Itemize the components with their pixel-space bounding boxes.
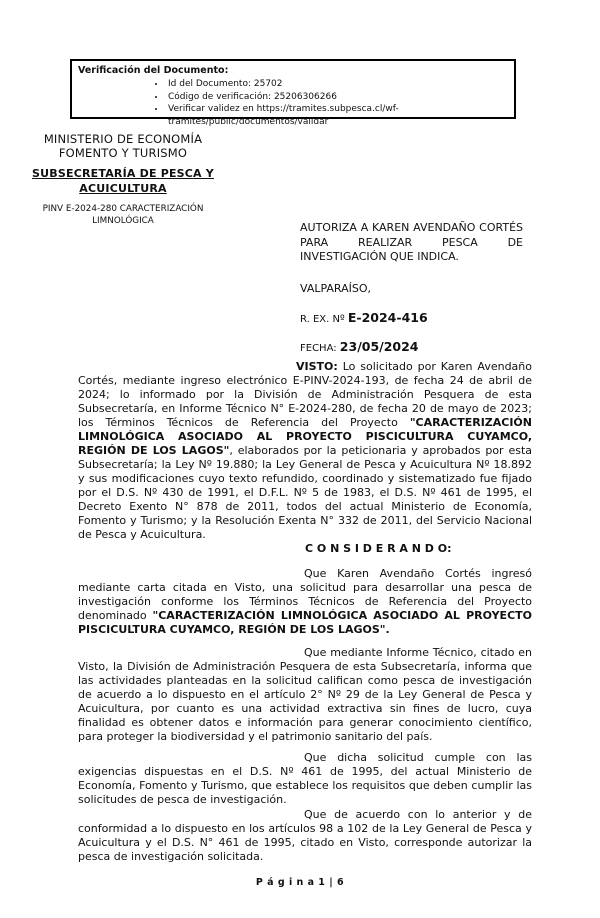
resolution-number-value: E-2024-416 [347,309,428,325]
subsecretaria-name: SUBSECRETARÍA DE PESCA Y ACUICULTURA [32,167,214,195]
considerando-paragraph-3: Que dicha solicitud cumple con las exigencias dispuestas en el D.S. Nº 461 de 1995, del actual Ministerio de Economía, Fomento y Turismo, que establece los requisitos que deben cumplir las solicitudes de pesca de investigación. [78,751,532,806]
resolution-number-line [300,310,523,325]
letterhead [28,133,218,227]
project-reference: PINV E-2024-280 CARACTERIZACIÓN LIMNOLÓGICA [42,204,204,226]
considerando-paragraph-4: Que de acuerdo con lo anterior y de conformidad a lo dispuesto en los artículos 98 a 102 de la Ley General de Pesca y Acuicultura y el D.S. N° 461 de 1995, citado en Visto, corresponde autorizar la pesca de investigación solicitada. [78,808,532,863]
verification-item-document-id: • Id del Documento: 25702 [166,78,508,91]
verification-item-code: • Código de verificación: 25206306266 [166,91,508,104]
verification-list [78,78,508,128]
date-line [300,339,523,354]
verification-title: Verificación del Documento: [78,65,229,76]
date-label: FECHA: [300,342,337,354]
date-value: 23/05/2024 [339,338,419,354]
resolution-subject: AUTORIZA A KAREN AVENDAÑO CORTÉS PARA REALIZAR PESCA DE INVESTIGACIÓN QUE INDICA. [300,221,523,263]
page-number: P á g i n a 1 | 6 [255,877,345,888]
ministry-line-1: MINISTERIO DE ECONOMÍA [43,132,203,146]
ministry-name [28,133,218,160]
verification-box [70,59,516,127]
resolution-number-label: R. EX. Nº [300,313,345,325]
visto-paragraph: VISTO: Lo solicitado por Karen Avendaño Cortés, mediante ingreso electrónico E-PINV-2024-193, de fecha 24 de abril de 2024; lo informado por la División de Administración Pesquera de esta Subsecretaría, en Informe Técnico N° E-2024-280, de fecha 20 de mayo de 2023; los Términos Técnicos de Referencia del Proyecto "CARACTERIZACIÓN LIMNOLÓGICA ASOCIADO AL PROYECTO PISCICULTURA CUYAMCO, REGIÓN DE LOS LAGOS", elaborados por la peticionaria y aprobados por esta Subsecretaría; la Ley Nº 19.880; la Ley General de Pesca y Acuicultura Nº 18.892 y sus modificaciones cuyo texto refundido, coordinado y sistematizado fue fijado por el D.S. Nº 430 de 1991, el D.F.L. Nº 5 de 1983, el D.S. Nº 461 de 1995, el Decreto Exento N° 878 de 2011, todos del actual Ministerio de Economía, Fomento y Turismo; y la Resolución Exenta N° 332 de 2011, del Servicio Nacional de Pesca y Acuicultura. [78,360,532,541]
considerando-heading: C O N S I D E R A N D O: [305,542,452,555]
resolution-header [300,221,523,354]
city-line: VALPARAÍSO, [300,281,372,295]
resolution-body [78,360,532,864]
considerando-paragraph-1: Que Karen Avendaño Cortés ingresó mediante carta citada en Visto, una solicitud para desarrollar una pesca de investigación conforme los Términos Técnicos de Referencia del Proyecto denominado "CARACTERIZACIÓN LIMNOLÓGICA ASOCIADO AL PROYECTO PISCICULTURA CUYAMCO, REGIÓN DE LOS LAGOS". [78,567,532,636]
considerando-paragraph-2: Que mediante Informe Técnico, citado en Visto, la División de Administración Pesquera de esta Subsecretaría, informa que las actividades planteadas en la solicitud califican como pesca de investigación de acuerdo a lo dispuesto en el artículo 2° Nº 29 de la Ley General de Pesca y Acuicultura, por cuanto es una actividad extractiva sin fines de lucro, cuya finalidad es obtener datos e información para generar conocimiento científico, para proteger la biodiversidad y el patrimonio sanitario del país. [78,646,532,743]
verification-item-url: • Verificar validez en https://tramites.subpesca.cl/wf-tramites/public/documentos/validar [166,103,508,128]
ministry-line-2: FOMENTO Y TURISMO [58,145,188,160]
